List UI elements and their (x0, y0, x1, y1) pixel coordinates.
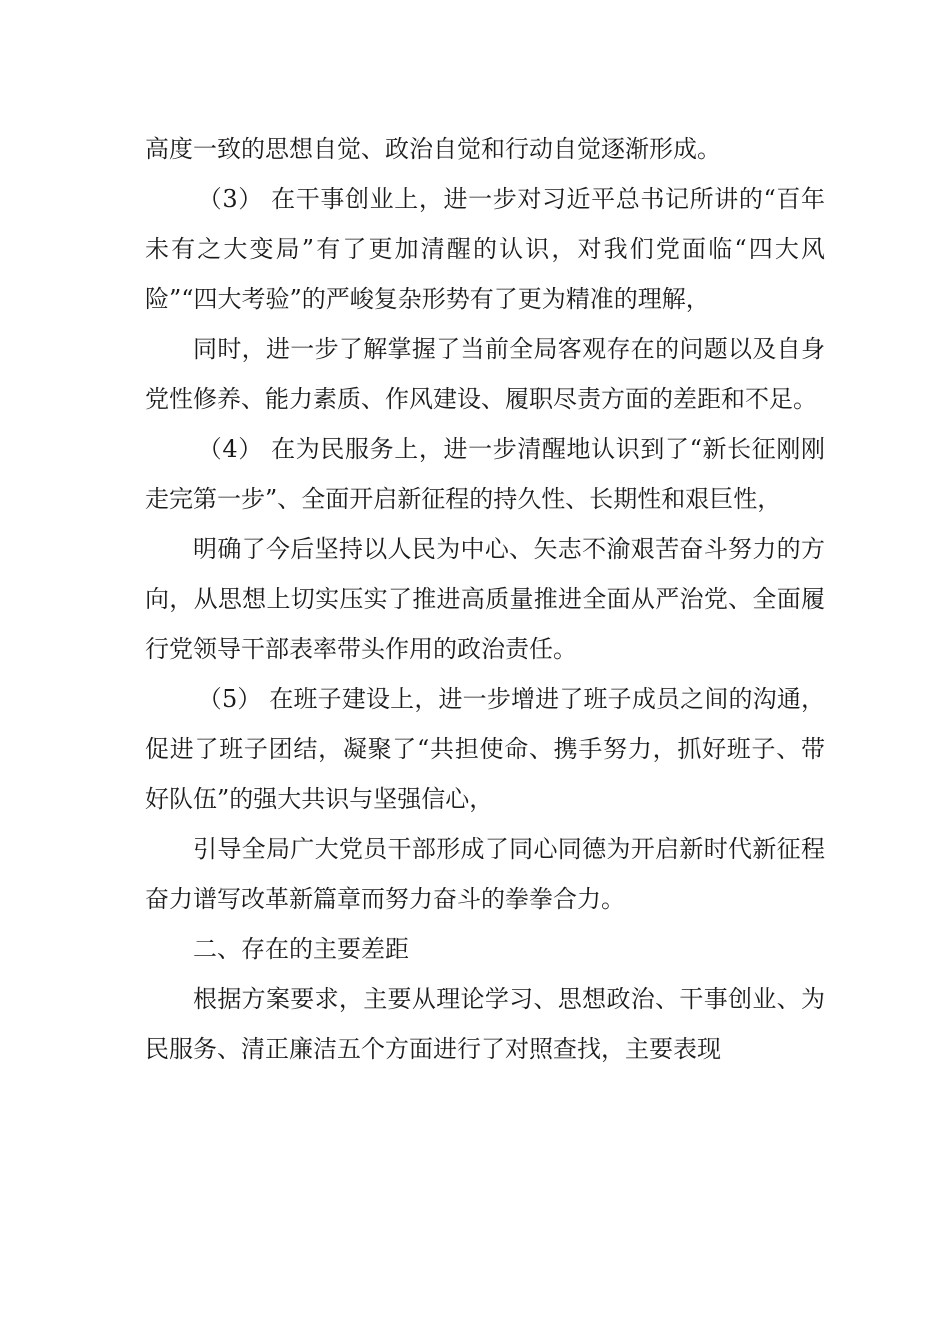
section-heading: 二、存在的主要差距 (193, 935, 409, 963)
paragraph-item-5-cont: 引导全局广大党员干部形成了同心同德为开启新时代新征程奋力谱写改革新篇章而努力奋斗的拳拳合力。 (145, 835, 825, 913)
paragraph-item-3-cont: 同时，进一步了解掌握了当前全局客观存在的问题以及自身党性修养、能力素质、作风建设、履职尽责方面的差距和不足。 (145, 335, 825, 413)
paragraph-item-5: （5） 在班子建设上，进一步增进了班子成员之间的沟通，促进了班子团结，凝聚了“共担使命、携手努力，抓好班子、带好队伍”的强大共识与坚强信心， (145, 685, 825, 813)
paragraph-item-4-cont: 明确了今后坚持以人民为中心、矢志不渝艰苦奋斗努力的方向，从思想上切实压实了推进高质量推进全面从严治党、全面履行党领导干部表率带头作用的政治责任。 (145, 535, 825, 663)
paragraph-section-intro: 根据方案要求，主要从理论学习、思想政治、干事创业、为民服务、清正廉洁五个方面进行了对照查找，主要表现 (145, 985, 825, 1063)
body-text (145, 124, 825, 1074)
paragraph-item-3: （3） 在干事创业上，进一步对习近平总书记所讲的“百年未有之大变局”有了更加清醒的认识，对我们党面临“四大风险”“四大考验”的严峻复杂形势有了更为精准的理解， (145, 185, 825, 313)
paragraph-continuation: 高度一致的思想自觉、政治自觉和行动自觉逐渐形成。 (145, 135, 721, 163)
paragraph-item-4: （4） 在为民服务上，进一步清醒地认识到了“新长征刚刚走完第一步”、全面开启新征程的持久性、长期性和艰巨性， (145, 435, 825, 513)
